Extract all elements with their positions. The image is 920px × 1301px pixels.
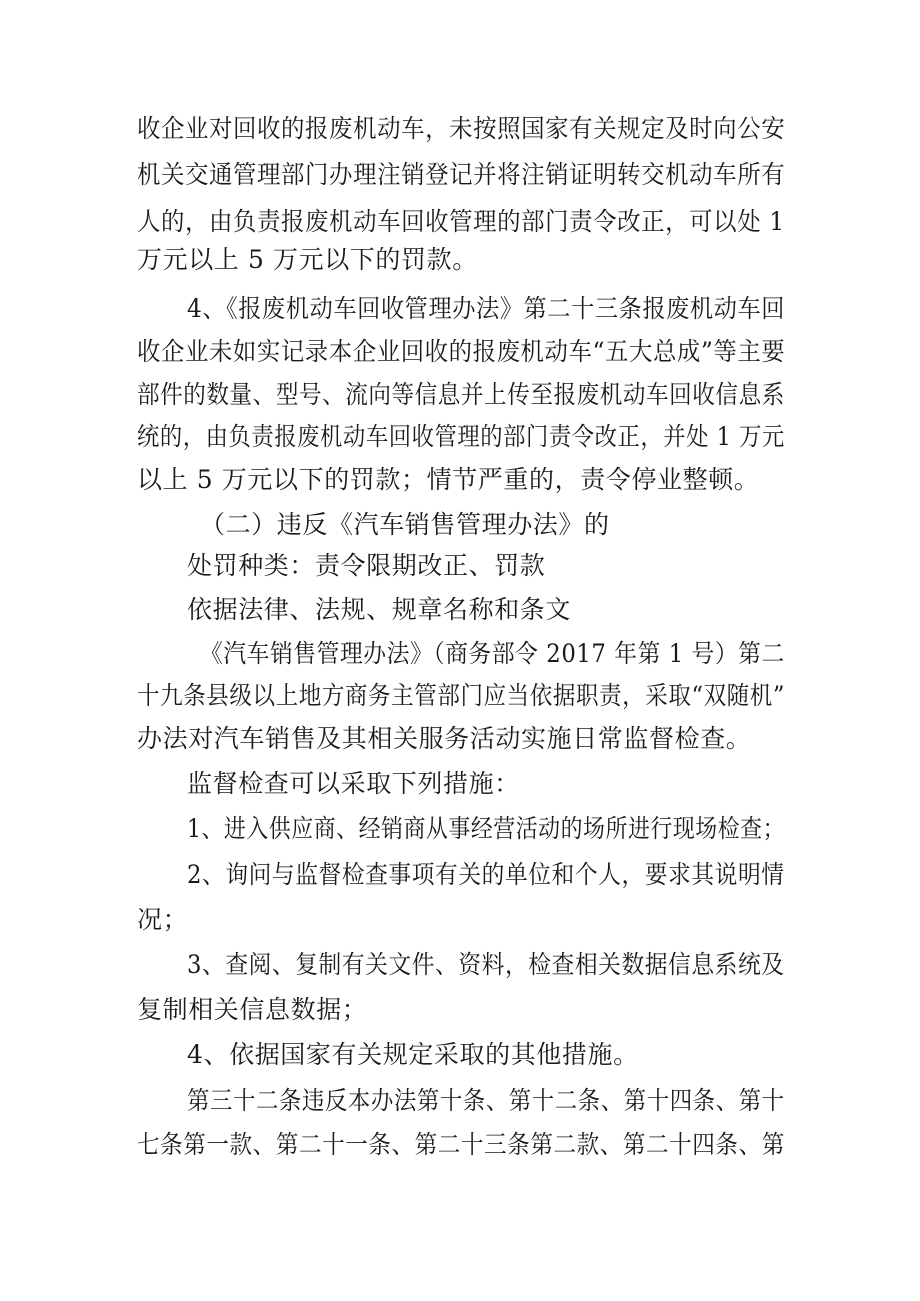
list-item: 2、询问与监督检查事项有关的单位和个人，要求其说明情 — [187, 860, 785, 889]
list-item: 4、依据国家有关规定采取的其他措施。 — [187, 1040, 639, 1069]
paragraph-line: 七条第一款、第二十一条、第二十三条第二款、第二十四条、第 — [137, 1130, 785, 1159]
paragraph-line: 况； — [137, 905, 189, 934]
paragraph-line: 收企业对回收的报废机动车，未按照国家有关规定及时向公安 — [137, 114, 786, 143]
paragraph-line: 办法对汽车销售及其相关服务活动实施日常监督检查。 — [137, 724, 752, 753]
list-item: 3、查阅、复制有关文件、资料，检查相关数据信息系统及 — [187, 950, 785, 979]
paragraph-line: 部件的数量、型号、流向等信息并上传至报废机动车回收信息系 — [137, 380, 785, 409]
paragraph-line: 监督检查可以采取下列措施： — [187, 769, 520, 798]
paragraph-line: 人的，由负责报废机动车回收管理的部门责令改正，可以处 1 — [137, 207, 785, 236]
paragraph-line: 《汽车销售管理办法》（商务部令 2017 年第 1 号）第二 — [200, 639, 785, 668]
paragraph-line: 以上 5 万元以下的罚款；情节严重的，责令停业整顿。 — [137, 465, 760, 494]
paragraph-line: 依据法律、法规、规章名称和条文 — [187, 595, 572, 624]
paragraph-line: 4、《报废机动车回收管理办法》第二十三条报废机动车回 — [187, 294, 786, 323]
paragraph-line: 统的，由负责报废机动车回收管理的部门责令改正，并处 1 万元 — [137, 422, 785, 451]
section-heading: （二）违反《汽车销售管理办法》的 — [200, 510, 610, 539]
paragraph-line: 万元以上 5 万元以下的罚款。 — [137, 245, 478, 274]
paragraph-line: 机关交通管理部门办理注销登记并将注销证明转交机动车所有 — [137, 160, 786, 189]
paragraph-line: 处罚种类：责令限期改正、罚款 — [187, 551, 546, 580]
paragraph-line: 复制相关信息数据； — [137, 995, 368, 1024]
paragraph-line: 十九条县级以上地方商务主管部门应当依据职责，采取“双随机” — [137, 681, 785, 710]
paragraph-line: 收企业未如实记录本企业回收的报废机动车“五大总成”等主要 — [137, 337, 786, 366]
list-item: 1、进入供应商、经销商从事经营活动的场所进行现场检查； — [187, 814, 786, 843]
paragraph-line: 第三十二条违反本办法第十条、第十二条、第十四条、第十 — [187, 1086, 785, 1115]
